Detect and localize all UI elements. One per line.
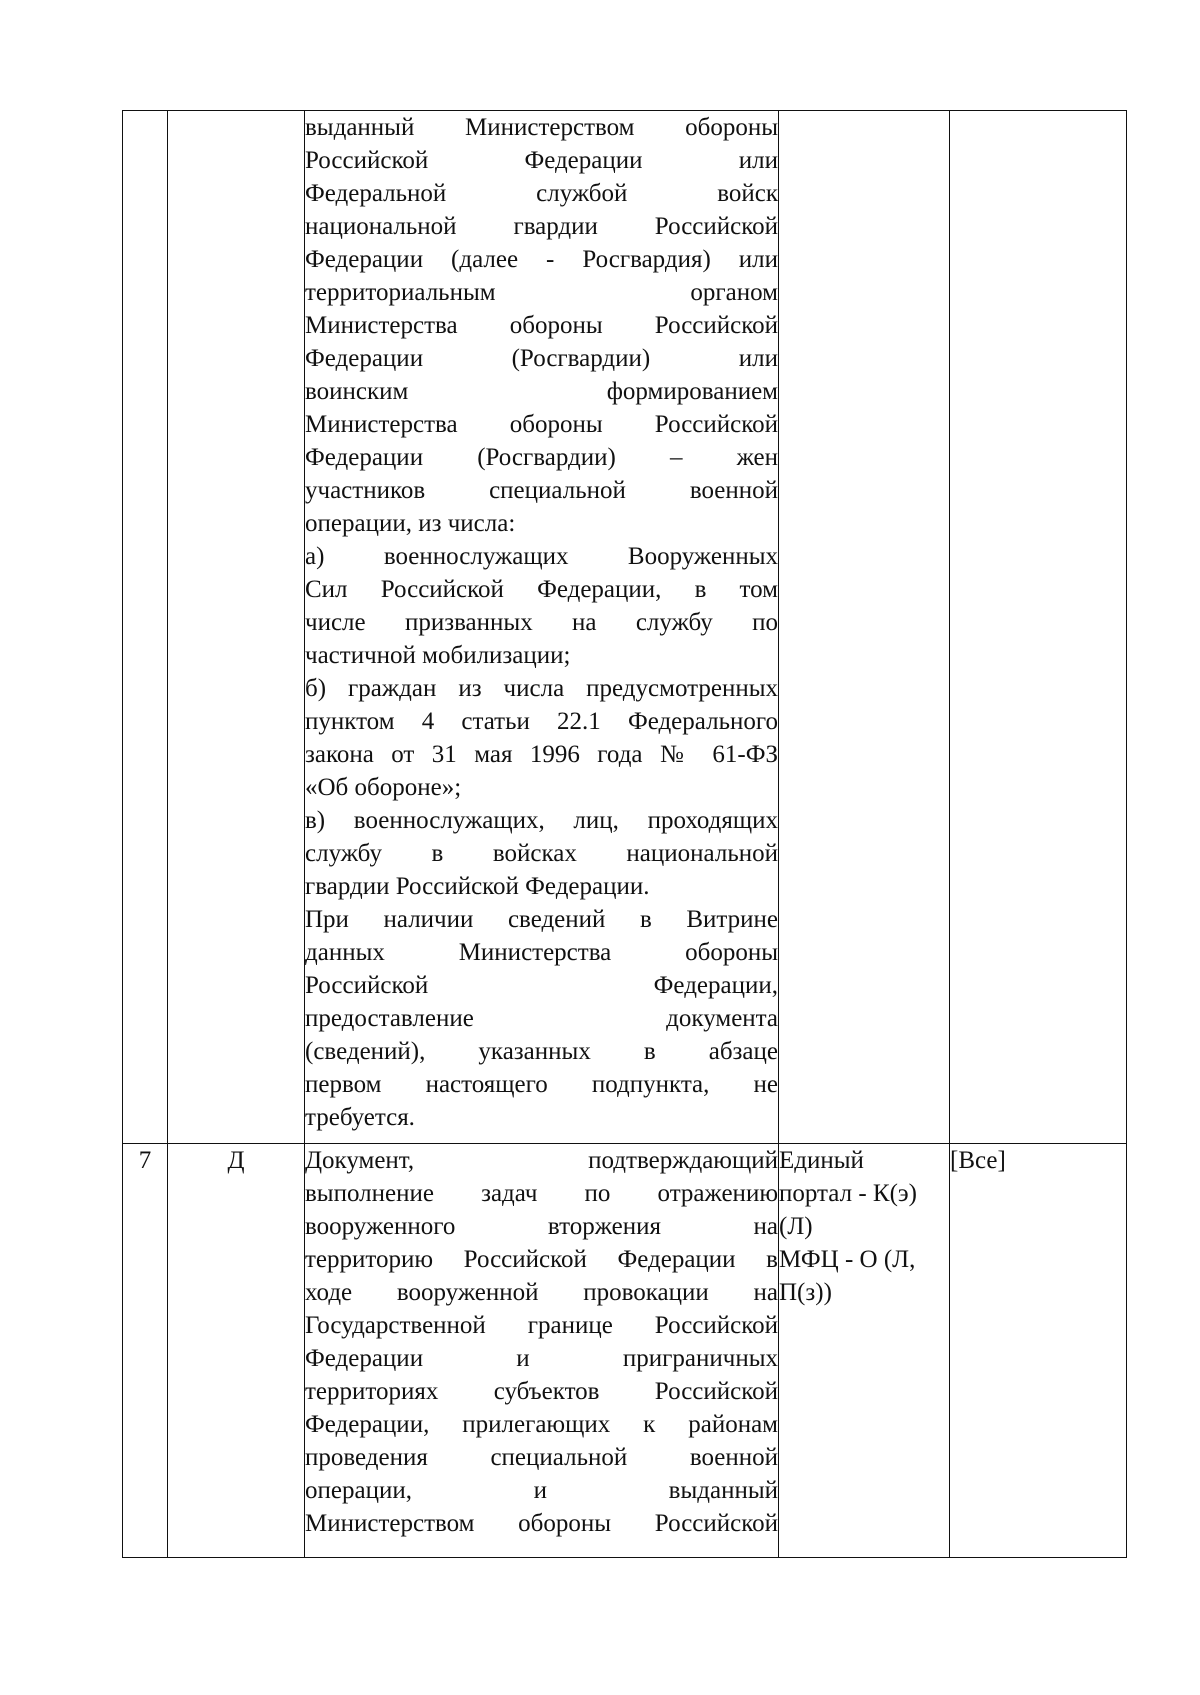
description-line: Документ, подтверждающий [305,1147,778,1174]
description-line: территорию Российской Федерации в [305,1246,778,1273]
description-line: Федерации (далее - Росгвардия) или [305,246,778,273]
description-line: национальной гвардии Российской [305,213,778,240]
row-code-cell: Д [168,1144,305,1558]
description-line: операции, из числа: [305,510,516,537]
row-code-cell [168,111,305,1144]
description-line: Российской Федерации, [305,972,778,999]
description-cell [305,1144,779,1558]
description-line: Сил Российской Федерации, в том [305,576,778,603]
category-cell [950,111,1127,1144]
description-line: При наличии сведений в Витрине [305,906,778,933]
source-line: Единый [779,1147,864,1174]
description-line: воинским формированием [305,378,778,405]
description-line: Федерации и приграничных [305,1345,778,1372]
description-line: (сведений), указанных в абзаце [305,1038,778,1065]
description-line: выполнение задач по отражению [305,1180,778,1207]
description-line: Государственной границе Российской [305,1312,778,1339]
description-line: требуется. [305,1104,415,1131]
description-line: «Об обороне»; [305,774,462,801]
source-line: МФЦ - О (Л, [779,1246,916,1273]
description-line: в) военнослужащих, лиц, проходящих [305,807,778,834]
description-line: пунктом 4 статьи 22.1 Федерального [305,708,778,735]
source-line: П(з)) [779,1279,832,1306]
description-line: Министерства обороны Российской [305,312,778,339]
description-line: Министерством обороны Российской [305,1510,778,1537]
description-line: вооруженного вторжения на [305,1213,778,1240]
description-line: гвардии Российской Федерации. [305,873,650,900]
source-cell [779,1144,950,1558]
description-line: проведения специальной военной [305,1444,778,1471]
description-line: Министерства обороны Российской [305,411,778,438]
description-line: первом настоящего подпункта, не [305,1071,778,1098]
description-line: данных Министерства обороны [305,939,778,966]
description-line: закона от 31 мая 1996 года № 61-ФЗ [305,741,778,768]
description-line: частичной мобилизации; [305,642,571,669]
description-line: Федерации (Росгвардии) или [305,345,778,372]
source-line: (Л) [779,1213,813,1240]
description-line: участников специальной военной [305,477,778,504]
description-cell [305,111,779,1144]
description-line: Федеральной службой войск [305,180,778,207]
source-cell [779,111,950,1144]
description-line: а) военнослужащих Вооруженных [305,543,778,570]
description-line: б) граждан из числа предусмотренных [305,675,778,702]
description-line: выданный Министерством обороны [305,114,778,141]
description-line: ходе вооруженной провокации на [305,1279,778,1306]
description-line: числе призванных на службу по [305,609,778,636]
source-line: портал - К(э) [779,1180,917,1207]
description-line: службу в войсках национальной [305,840,778,867]
table-row [123,1144,1127,1558]
table-row [123,111,1127,1144]
row-number-cell: 7 [123,1144,168,1558]
category-cell: [Все] [950,1144,1127,1558]
description-line: операции, и выданный [305,1477,778,1504]
document-table [122,110,1127,1558]
description-line: Российской Федерации или [305,147,778,174]
description-line: территориях субъектов Российской [305,1378,778,1405]
description-line: Федерации (Росгвардии) – жен [305,444,778,471]
description-line: территориальным органом [305,279,778,306]
description-line: Федерации, прилегающих к районам [305,1411,778,1438]
description-line: предоставление документа [305,1005,778,1032]
row-number-cell [123,111,168,1144]
